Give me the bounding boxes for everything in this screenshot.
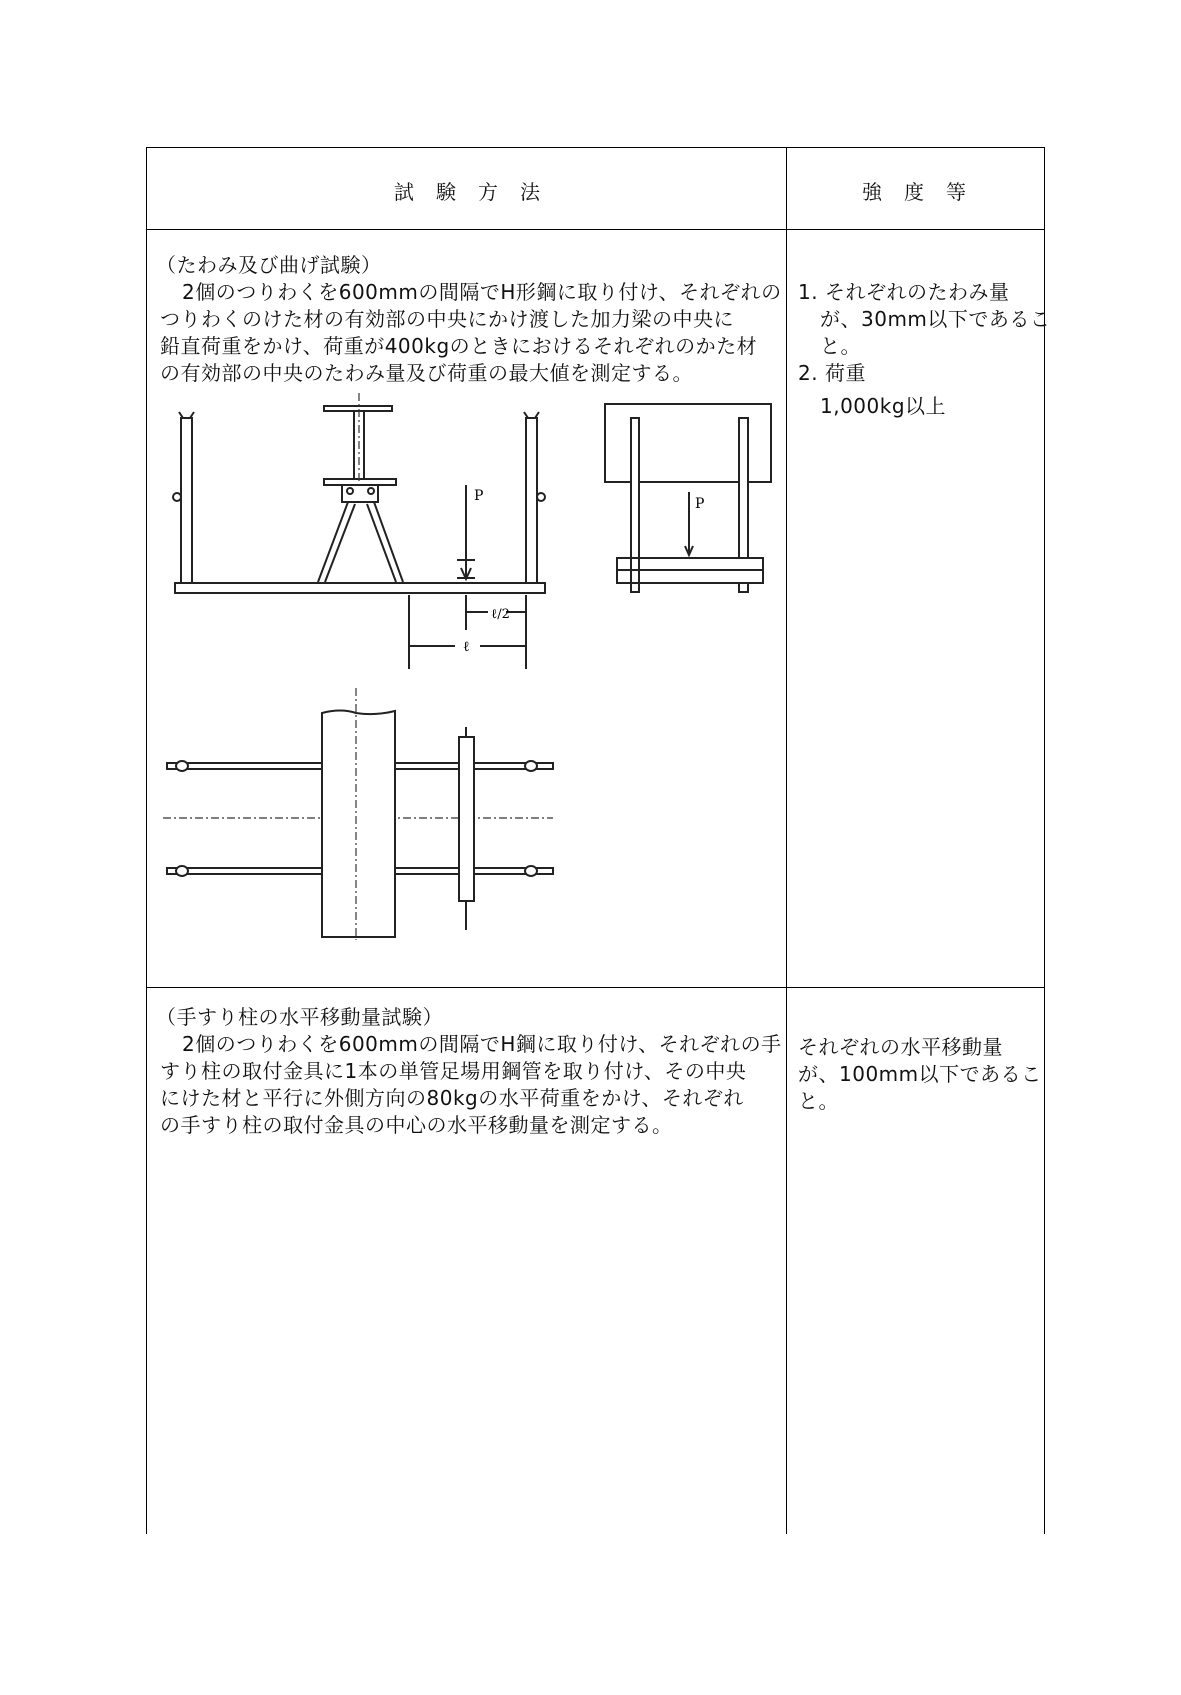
row1-strength-line: 2. 荷重 xyxy=(798,361,866,385)
row1-method-line: 鉛直荷重をかけ、荷重が400kgのときにおけるそれぞれのかた材 xyxy=(160,334,758,358)
plan-h-beam xyxy=(322,711,395,938)
header-test-method: 試験方法 xyxy=(394,180,562,204)
load-label: P xyxy=(474,488,484,504)
table-left-border xyxy=(146,147,147,1534)
left-post xyxy=(181,418,192,583)
row-divider xyxy=(146,987,1045,988)
header-bottom-border xyxy=(146,229,1045,230)
row1-strength-line: と。 xyxy=(820,334,861,358)
row2-heading: （手すり柱の水平移動量試験） xyxy=(156,1005,443,1029)
row2-strength-line: と。 xyxy=(798,1089,839,1113)
row1-strength-line: 1. それぞれのたわみ量 xyxy=(798,280,1010,304)
left-fitting xyxy=(173,493,181,501)
row1-method-line: つりわくのけた材の有効部の中央にかけ渡した加力梁の中央に xyxy=(160,307,734,331)
row2-method-line: にけた材と平行に外側方向の80kgの水平荷重をかけ、それぞれ xyxy=(160,1086,744,1110)
row1-heading: （たわみ及び曲げ試験） xyxy=(156,253,382,277)
beam xyxy=(175,583,545,593)
support-legs xyxy=(318,502,403,582)
header-strength: 強度等 xyxy=(862,180,988,204)
load-arrow xyxy=(461,485,471,579)
handrail-bar xyxy=(459,737,474,901)
test-apparatus-figure xyxy=(155,390,785,940)
right-post xyxy=(526,418,537,583)
row2-method-line: の手すり柱の取付金具の中心の水平移動量を測定する。 xyxy=(160,1113,673,1137)
column-divider xyxy=(786,147,787,1534)
side-load-arrow xyxy=(685,492,693,555)
half-span-label: ℓ/2 xyxy=(491,607,510,622)
row1-strength-line: 1,000kg以上 xyxy=(820,394,947,418)
table-right-border xyxy=(1044,147,1045,1534)
row1-strength-line: が、30mm以下であるこ xyxy=(820,307,1051,331)
side-load-label: P xyxy=(695,496,705,512)
row2-strength-line: が、100mm以下であるこ xyxy=(798,1062,1042,1086)
table-top-border xyxy=(146,147,1045,148)
row2-strength-line: それぞれの水平移動量 xyxy=(798,1035,1003,1059)
row2-method-line: 2個のつりわくを600mmの間隔でH鋼に取り付け、それぞれの手 xyxy=(182,1032,782,1056)
span-label: ℓ xyxy=(463,639,470,655)
row2-method-line: すり柱の取付金具に1本の単管足場用鋼管を取り付け、その中央 xyxy=(160,1059,747,1083)
row1-method-line: 2個のつりわくを600mmの間隔でH形鋼に取り付け、それぞれの xyxy=(182,280,782,304)
h-beam xyxy=(324,393,396,500)
right-fitting xyxy=(537,493,545,501)
row1-method-line: の有効部の中央のたわみ量及び荷重の最大値を測定する。 xyxy=(160,361,693,385)
